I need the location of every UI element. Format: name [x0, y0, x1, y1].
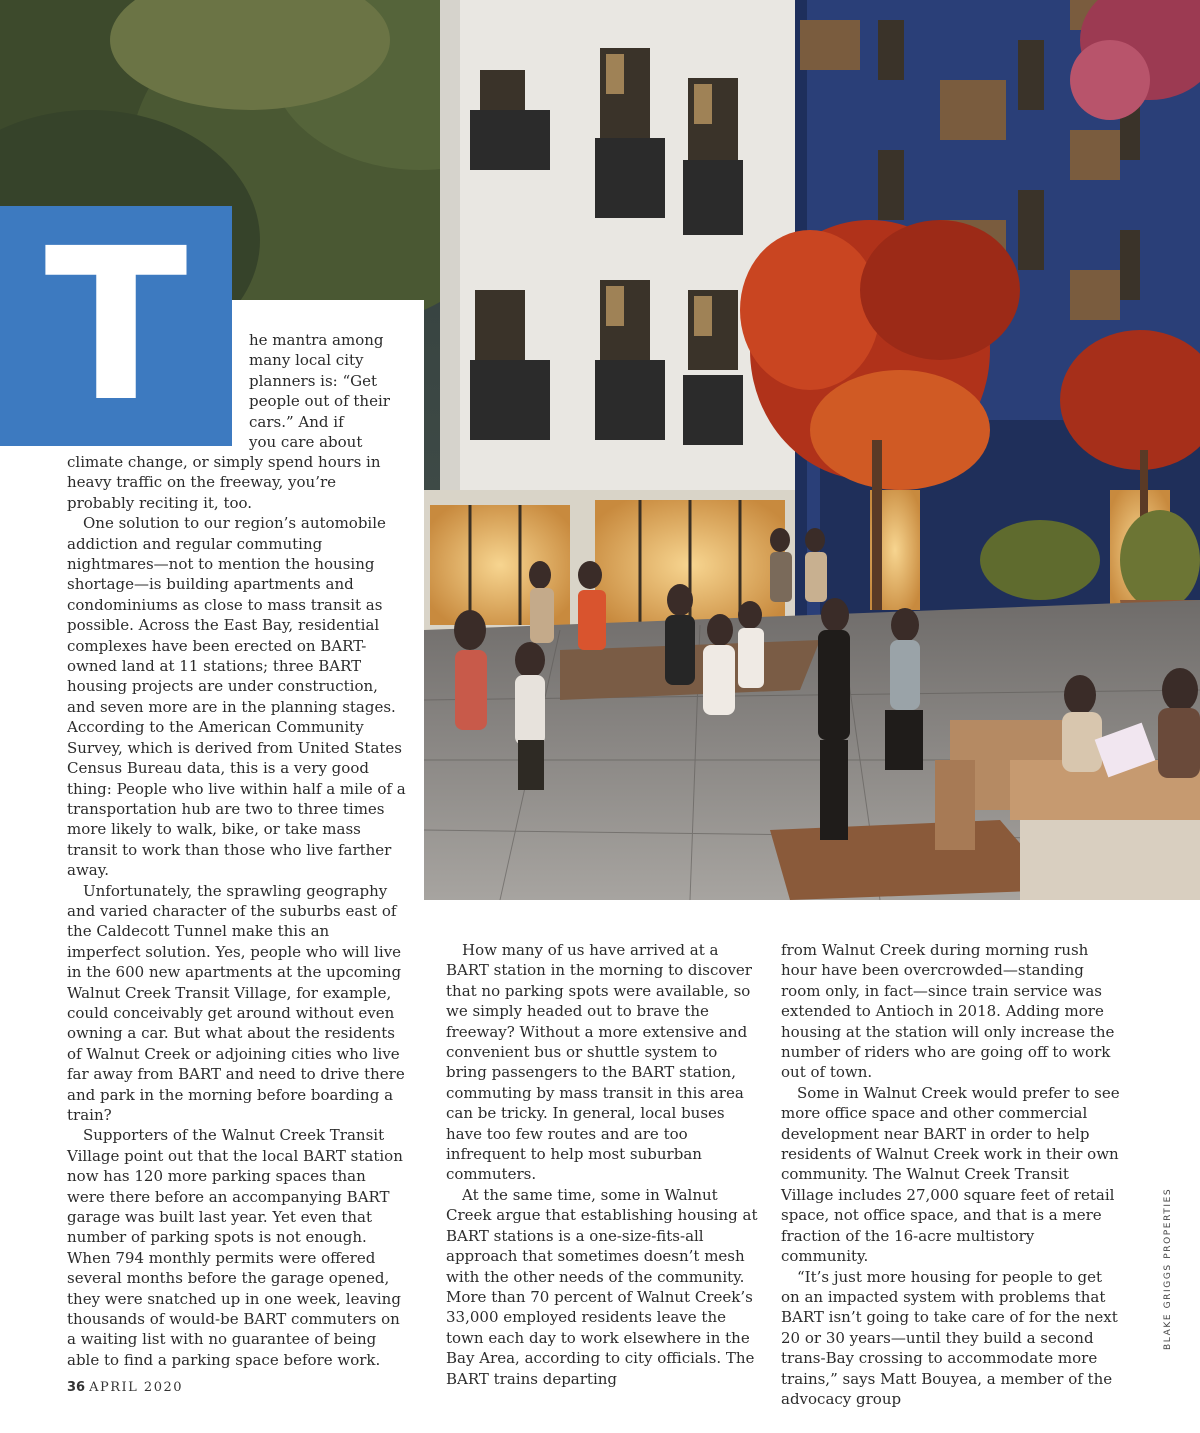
paragraph: “It’s just more housing for people to get on an impacted system with problems that BART isn’t going to take care of for the next 20 or 30 years—until they build a second trans-Bay crossing to accommodate more trains,” says Matt Bouyea, a member of the advocacy group — [781, 1267, 1118, 1408]
lead-line: cars.” And if — [249, 412, 344, 431]
lead-lines — [249, 330, 409, 452]
lead-line: planners is: “Get — [249, 371, 378, 390]
article-column-1 — [67, 452, 407, 1370]
paragraph: climate change, or simply spend hours in heavy traffic on the freeway, you’re probably reciting it, too. — [67, 453, 381, 512]
paragraph: Unfortunately, the sprawling geography and varied character of the suburbs east of the Caldecott Tunnel make this an imperfect solution. Yes, people who will live in the 600 new apartments at the upcoming Walnut Creek Transit Village, for example, could conceivably get around without even owning a car. But what about the residents of Walnut Creek or adjoining cities who live far away from BART and need to drive there and park in the morning before boarding a train? — [67, 881, 405, 1124]
paragraph: One solution to our region’s automobile addiction and regular commuting nightmares—not to mention the housing shortage—is building apartments and condominiums as close to mass transit as possible. Across the East Bay, residential complexes have been erected on BART-owned land at 11 stations; three BART housing projects are under construction, and seven more are in the planning stages. According to the American Community Survey, which is derived from United States Census Bureau data, this is a very good thing: People who live within half a mile of a transportation hub are two to three times more likely to walk, bike, or take mass transit to work than those who live farther away. — [67, 514, 406, 880]
paragraph: Supporters of the Walnut Creek Transit Village point out that the local BART station now has 120 more parking spaces than were there before an accompanying BART garage was built last year. Yet even that number of parking spots is not enough. When 794 monthly permits were offered several months before the garage opened, they were snatched up in one week, leaving thousands of would-be BART commuters on a waiting list with no guarantee of being able to find a parking space before work. — [67, 1126, 403, 1369]
page-number: 36 — [67, 1380, 86, 1395]
paragraph: How many of us have arrived at a BART station in the morning to discover that no parking spots were available, so we simply headed out to brave the freeway? Without a more extensive and convenient bus or shuttle system to bring passengers to the BART station, commuting by mass transit in this area can be tricky. In general, local buses have too few routes and are too infrequent to help most suburban commuters. — [446, 941, 752, 1184]
issue-date: APRIL 2020 — [89, 1380, 184, 1395]
drop-cap-box — [0, 203, 232, 448]
article-column-3 — [781, 940, 1121, 1409]
drop-cap-letter: T — [44, 203, 188, 448]
lead-line: people out of their — [249, 392, 390, 411]
paragraph: Some in Walnut Creek would prefer to see more office space and other commercial development near BART in order to help residents of Walnut Creek work in their own community. The Walnut Creek Transit Village includes 27,000 square feet of retail space, not office space, and that is a mere fraction of the 16-acre multistory community. — [781, 1083, 1120, 1266]
lead-line: many local city — [249, 351, 364, 370]
lead-line: you care about — [249, 433, 363, 452]
paragraph: from Walnut Creek during morning rush hour have been overcrowded—standing room only, in fact—since train service was extended to Antioch in 2018. Adding more housing at the station will only increase the number of riders who are going off to work out of town. — [781, 941, 1115, 1082]
photo-credit: BLAKE GRIGGS PROPERTIES — [1163, 1187, 1173, 1350]
paragraph: At the same time, some in Walnut Creek argue that establishing housing at BART stations is a one-size-fits-all approach that sometimes doesn’t mesh with the other needs of the community. More than 70 percent of Walnut Creek’s 33,000 employed residents leave the town each day to work elsewhere in the Bay Area, according to city officials. The BART trains departing — [446, 1185, 758, 1388]
article-column-2 — [446, 940, 762, 1389]
page-folio — [67, 1380, 183, 1395]
lead-line: he mantra among — [249, 331, 384, 349]
